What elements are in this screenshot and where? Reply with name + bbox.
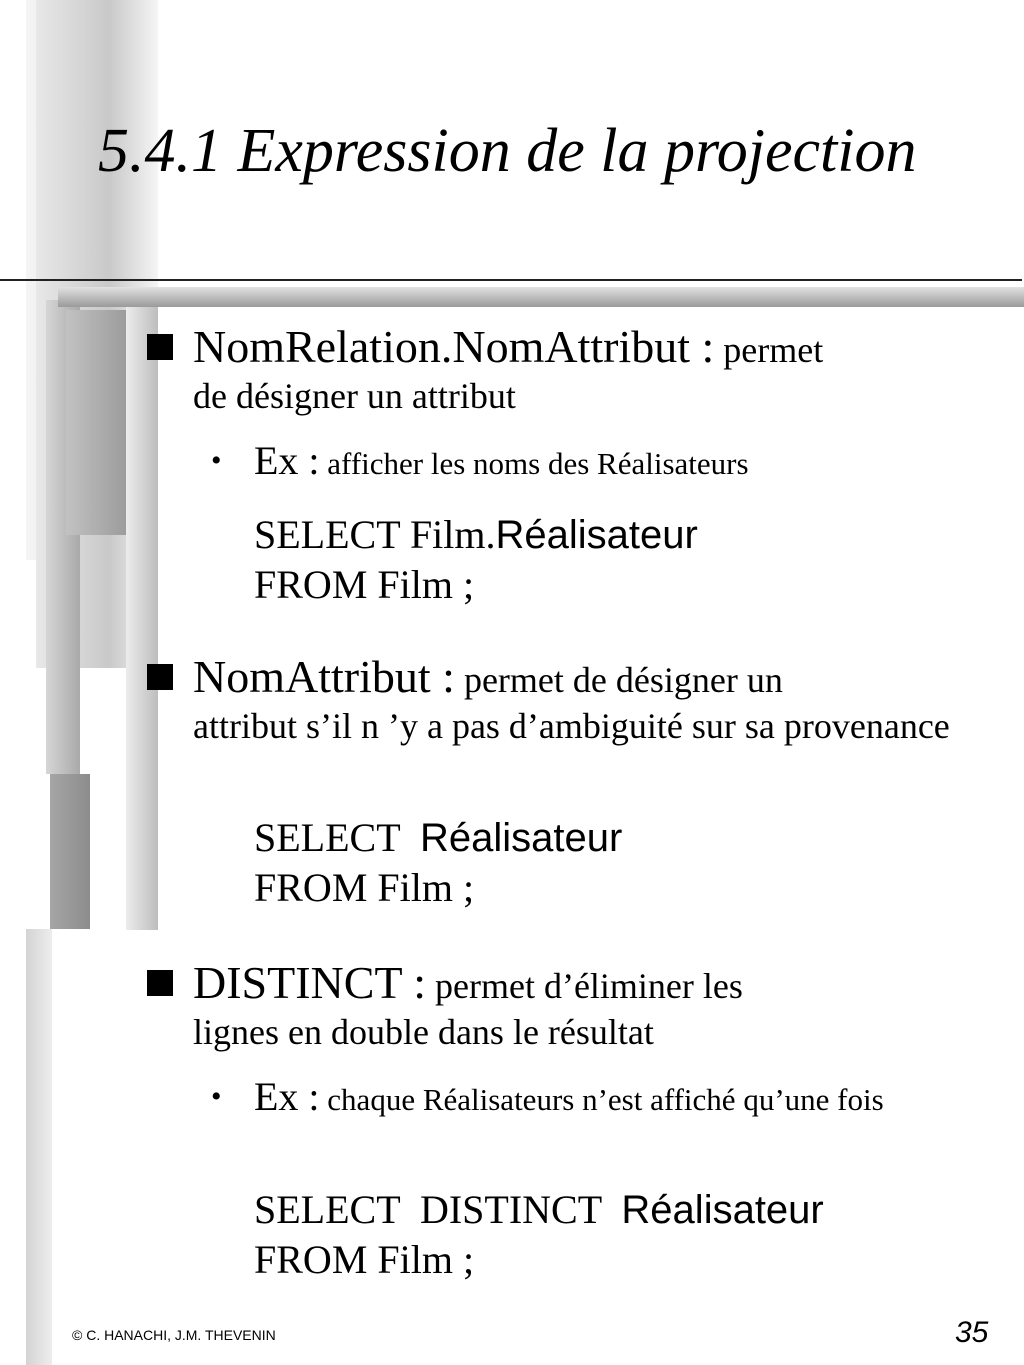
decorative-bar-4 <box>66 310 126 535</box>
example-text: afficher les noms des Réalisateurs <box>327 446 749 481</box>
code-block-1 <box>254 510 698 610</box>
square-bullet-icon <box>147 334 173 360</box>
code-line <box>254 510 698 560</box>
code-identifier: Réalisateur <box>495 513 698 557</box>
description-rest: attribut s’il n ’y a pas d’ambiguité sur sa provenance <box>193 706 950 746</box>
bullet-item-1 <box>147 321 967 419</box>
slide-title: 5.4.1 Expression de la projection <box>98 117 917 185</box>
example-3 <box>211 1074 971 1120</box>
term: NomAttribut : <box>193 651 455 702</box>
description-start: permet d’éliminer les <box>435 966 743 1006</box>
description-start: permet <box>723 330 824 370</box>
code-keyword: FROM Film ; <box>254 865 475 910</box>
square-bullet-icon <box>147 970 173 996</box>
code-identifier: Réalisateur <box>419 816 623 860</box>
description-rest: lignes en double dans le résultat <box>193 1012 654 1052</box>
code-keyword: SELECT <box>254 815 420 860</box>
term: NomRelation.NomAttribut : <box>193 321 715 372</box>
code-line <box>254 863 622 913</box>
page-number: 35 <box>955 1316 989 1349</box>
code-line <box>254 1235 824 1285</box>
square-bullet-icon <box>147 664 173 690</box>
title-divider-line <box>0 279 1022 281</box>
code-line <box>254 1185 824 1235</box>
decorative-bar-6 <box>50 774 90 929</box>
code-identifier: Réalisateur <box>621 1188 824 1232</box>
code-block-2 <box>254 813 622 913</box>
bullet-item-2 <box>147 651 967 749</box>
example-label: Ex : <box>254 438 320 483</box>
description-rest: de désigner un attribut <box>193 376 516 416</box>
title-divider-bar <box>58 287 1024 307</box>
code-keyword: FROM Film ; <box>254 562 475 607</box>
code-keyword: SELECT Film. <box>254 512 496 557</box>
bullet-item-3 <box>147 957 967 1055</box>
round-bullet-icon: • <box>211 1080 222 1113</box>
description-start: permet de désigner un <box>463 660 783 700</box>
decorative-bar-7 <box>26 929 52 1365</box>
example-label: Ex : <box>254 1074 320 1119</box>
round-bullet-icon: • <box>211 444 222 477</box>
example-text: chaque Réalisateurs n’est affiché qu’une fois <box>327 1082 884 1117</box>
code-block-3 <box>254 1185 824 1285</box>
code-line <box>254 560 698 610</box>
example-1 <box>211 438 971 484</box>
term: DISTINCT : <box>193 957 426 1008</box>
code-keyword: SELECT DISTINCT <box>254 1187 622 1232</box>
code-keyword: FROM Film ; <box>254 1237 475 1282</box>
copyright-footer: © C. HANACHI, J.M. THEVENIN <box>72 1327 276 1343</box>
code-line <box>254 813 622 863</box>
